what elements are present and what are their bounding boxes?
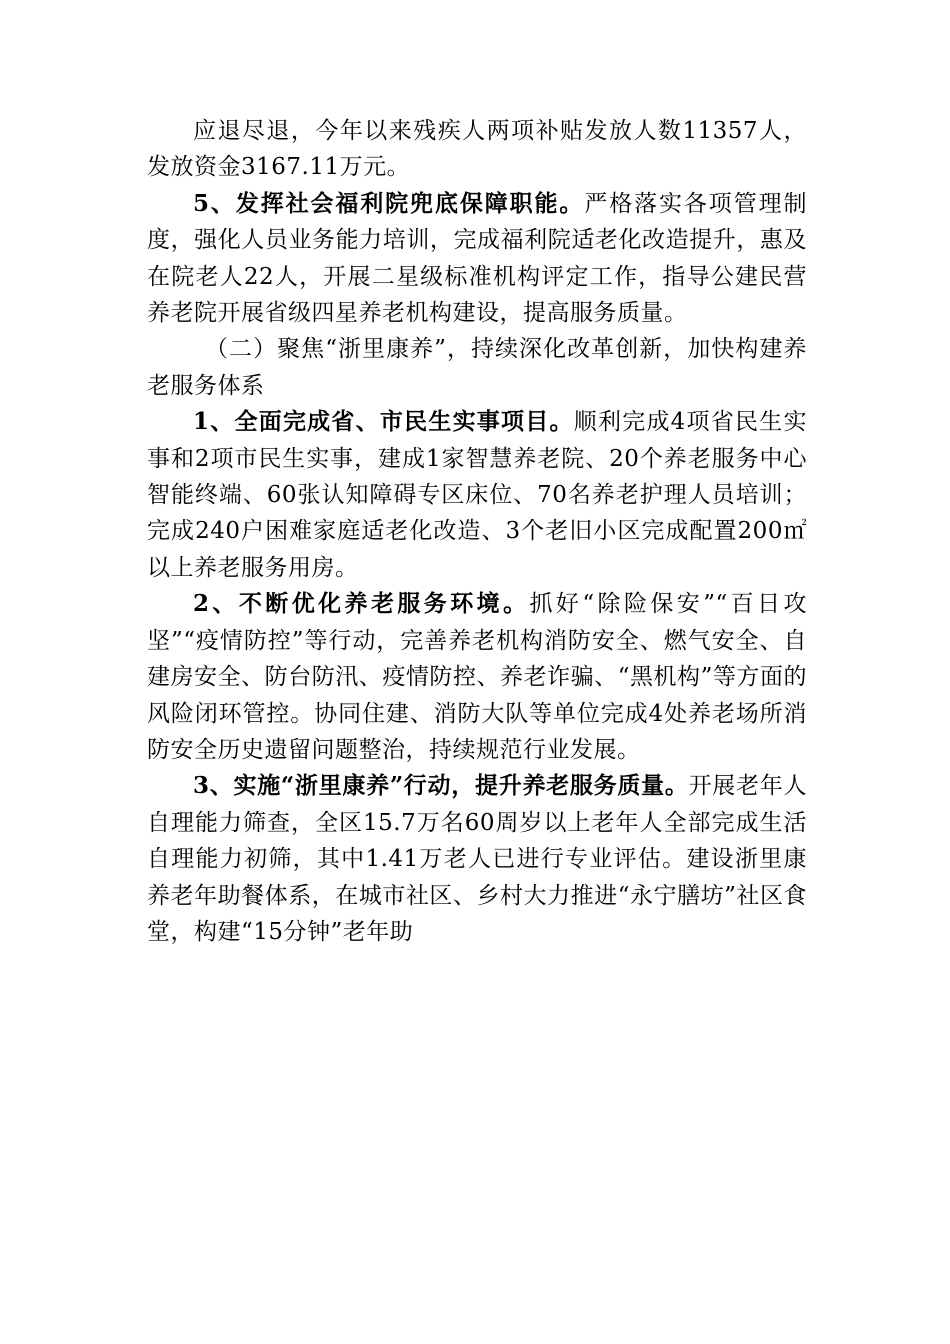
paragraph-text: 严格落实各项管理制度，强化人员业务能力培训，完成福利院适老化改造提升，惠及在院老人22人，开展二星级标准机构评定工作，指导公建民营养老院开展省级四星养老机构建设，提高服务质量。 bbox=[147, 190, 807, 327]
paragraph-subsidy-summary bbox=[147, 113, 807, 186]
paragraph-bold-lead: 3、实施“浙里康养”行动，提升养老服务质量。 bbox=[193, 772, 689, 800]
paragraph-bold-lead: 5、发挥社会福利院兜底保障职能。 bbox=[193, 189, 585, 217]
paragraph-text: （二）聚焦“浙里康养”，持续深化改革创新，加快构建养老服务体系 bbox=[147, 336, 807, 399]
section-heading-2 bbox=[147, 331, 807, 404]
document-body bbox=[147, 113, 807, 950]
paragraph-livelihood-projects bbox=[147, 404, 807, 586]
paragraph-bold-lead: 2、不断优化养老服务环境。 bbox=[193, 590, 530, 618]
paragraph-welfare-institute bbox=[147, 186, 807, 332]
paragraph-service-quality bbox=[147, 768, 807, 950]
paragraph-bold-lead: 1、全面完成省、市民生实事项目。 bbox=[193, 408, 574, 436]
paragraph-text: 顺利完成4项省民生实事和2项市民生实事，建成1家智慧养老院、20个养老服务中心智能终端、60张认知障碍专区床位、70名养老护理人员培训；完成240户困难家庭适老化改造、3个老旧小区完成配置200㎡以上养老服务用房。 bbox=[147, 409, 807, 581]
paragraph-text: 开展老年人自理能力筛查，全区15.7万名60周岁以上老年人全部完成生活自理能力初筛，其中1.41万老人已进行专业评估。建设浙里康养老年助餐体系，在城市社区、乡村大力推进“永宁膳坊”社区食堂，构建“15分钟”老年助 bbox=[147, 773, 808, 945]
paragraph-text: 应退尽退，今年以来残疾人两项补贴发放人数11357人，发放资金3167.11万元。 bbox=[147, 118, 807, 181]
paragraph-service-environment bbox=[147, 586, 807, 768]
paragraph-text: 抓好“除险保安”“百日攻坚”“疫情防控”等行动，完善养老机构消防安全、燃气安全、自建房安全、防台防汛、疫情防控、养老诈骗、“黑机构”等方面的风险闭环管控。协同住建、消防大队等单位完成4处养老场所消防安全历史遗留问题整治，持续规范行业发展。 bbox=[147, 591, 807, 763]
